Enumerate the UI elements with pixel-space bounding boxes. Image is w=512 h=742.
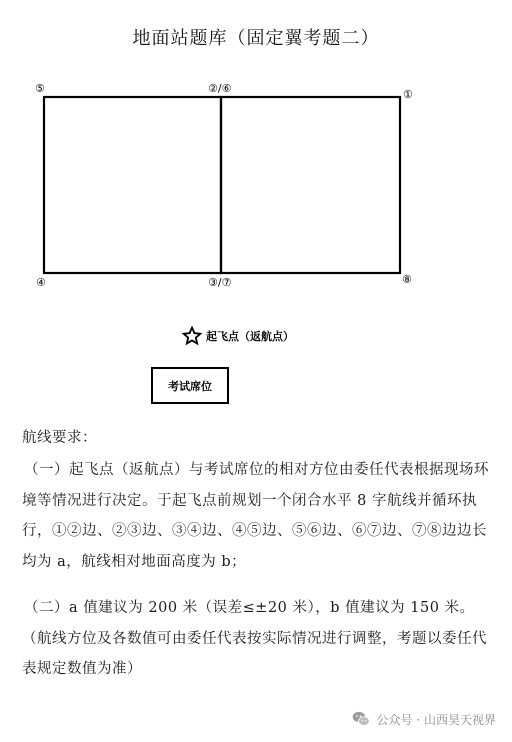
takeoff-label: 起飞点（返航点） bbox=[206, 330, 294, 343]
marker-bottom-right: ⑧ bbox=[402, 273, 412, 286]
marker-bottom-left: ④ bbox=[36, 276, 46, 289]
marker-top-right: ① bbox=[403, 88, 413, 101]
marker-top-middle: ②/⑥ bbox=[208, 82, 232, 95]
requirement-item-2: （二）a 值建议为 200 米（误差≤±20 米），b 值建议为 150 米。（航线方位及各数值可由委任代表按实际情况进行调整，考题以委任代表规定数值为准） bbox=[22, 600, 487, 677]
star-outline-icon bbox=[182, 326, 202, 346]
page-title: 地面站题库（固定翼考题二） bbox=[132, 28, 380, 49]
route-left-square bbox=[44, 97, 221, 273]
requirement-item-1: （一）起飞点（返航点）与考试席位的相对方位由委任代表根据现场环境等情况进行决定。于起飞点前规划一个闭合水平 8 字航线并循环执行，①②边、②③边、③④边、④⑤边、⑤⑥边、⑥⑦边、⑦⑧边边长均为 a，航线相对地面高度为 b； bbox=[22, 462, 489, 570]
watermark-text: 公众号 · 山西昊天视界 bbox=[376, 712, 496, 727]
route-right-square bbox=[221, 97, 400, 273]
watermark bbox=[351, 709, 496, 729]
marker-bottom-middle: ③/⑦ bbox=[208, 276, 232, 289]
flight-route-diagram bbox=[0, 76, 512, 296]
exam-seat-box bbox=[151, 367, 229, 404]
takeoff-point bbox=[182, 326, 294, 346]
requirements-heading: 航线要求： bbox=[22, 430, 97, 446]
marker-top-left: ⑤ bbox=[35, 82, 45, 95]
wechat-icon bbox=[351, 709, 371, 729]
exam-seat-label: 考试席位 bbox=[168, 379, 212, 393]
